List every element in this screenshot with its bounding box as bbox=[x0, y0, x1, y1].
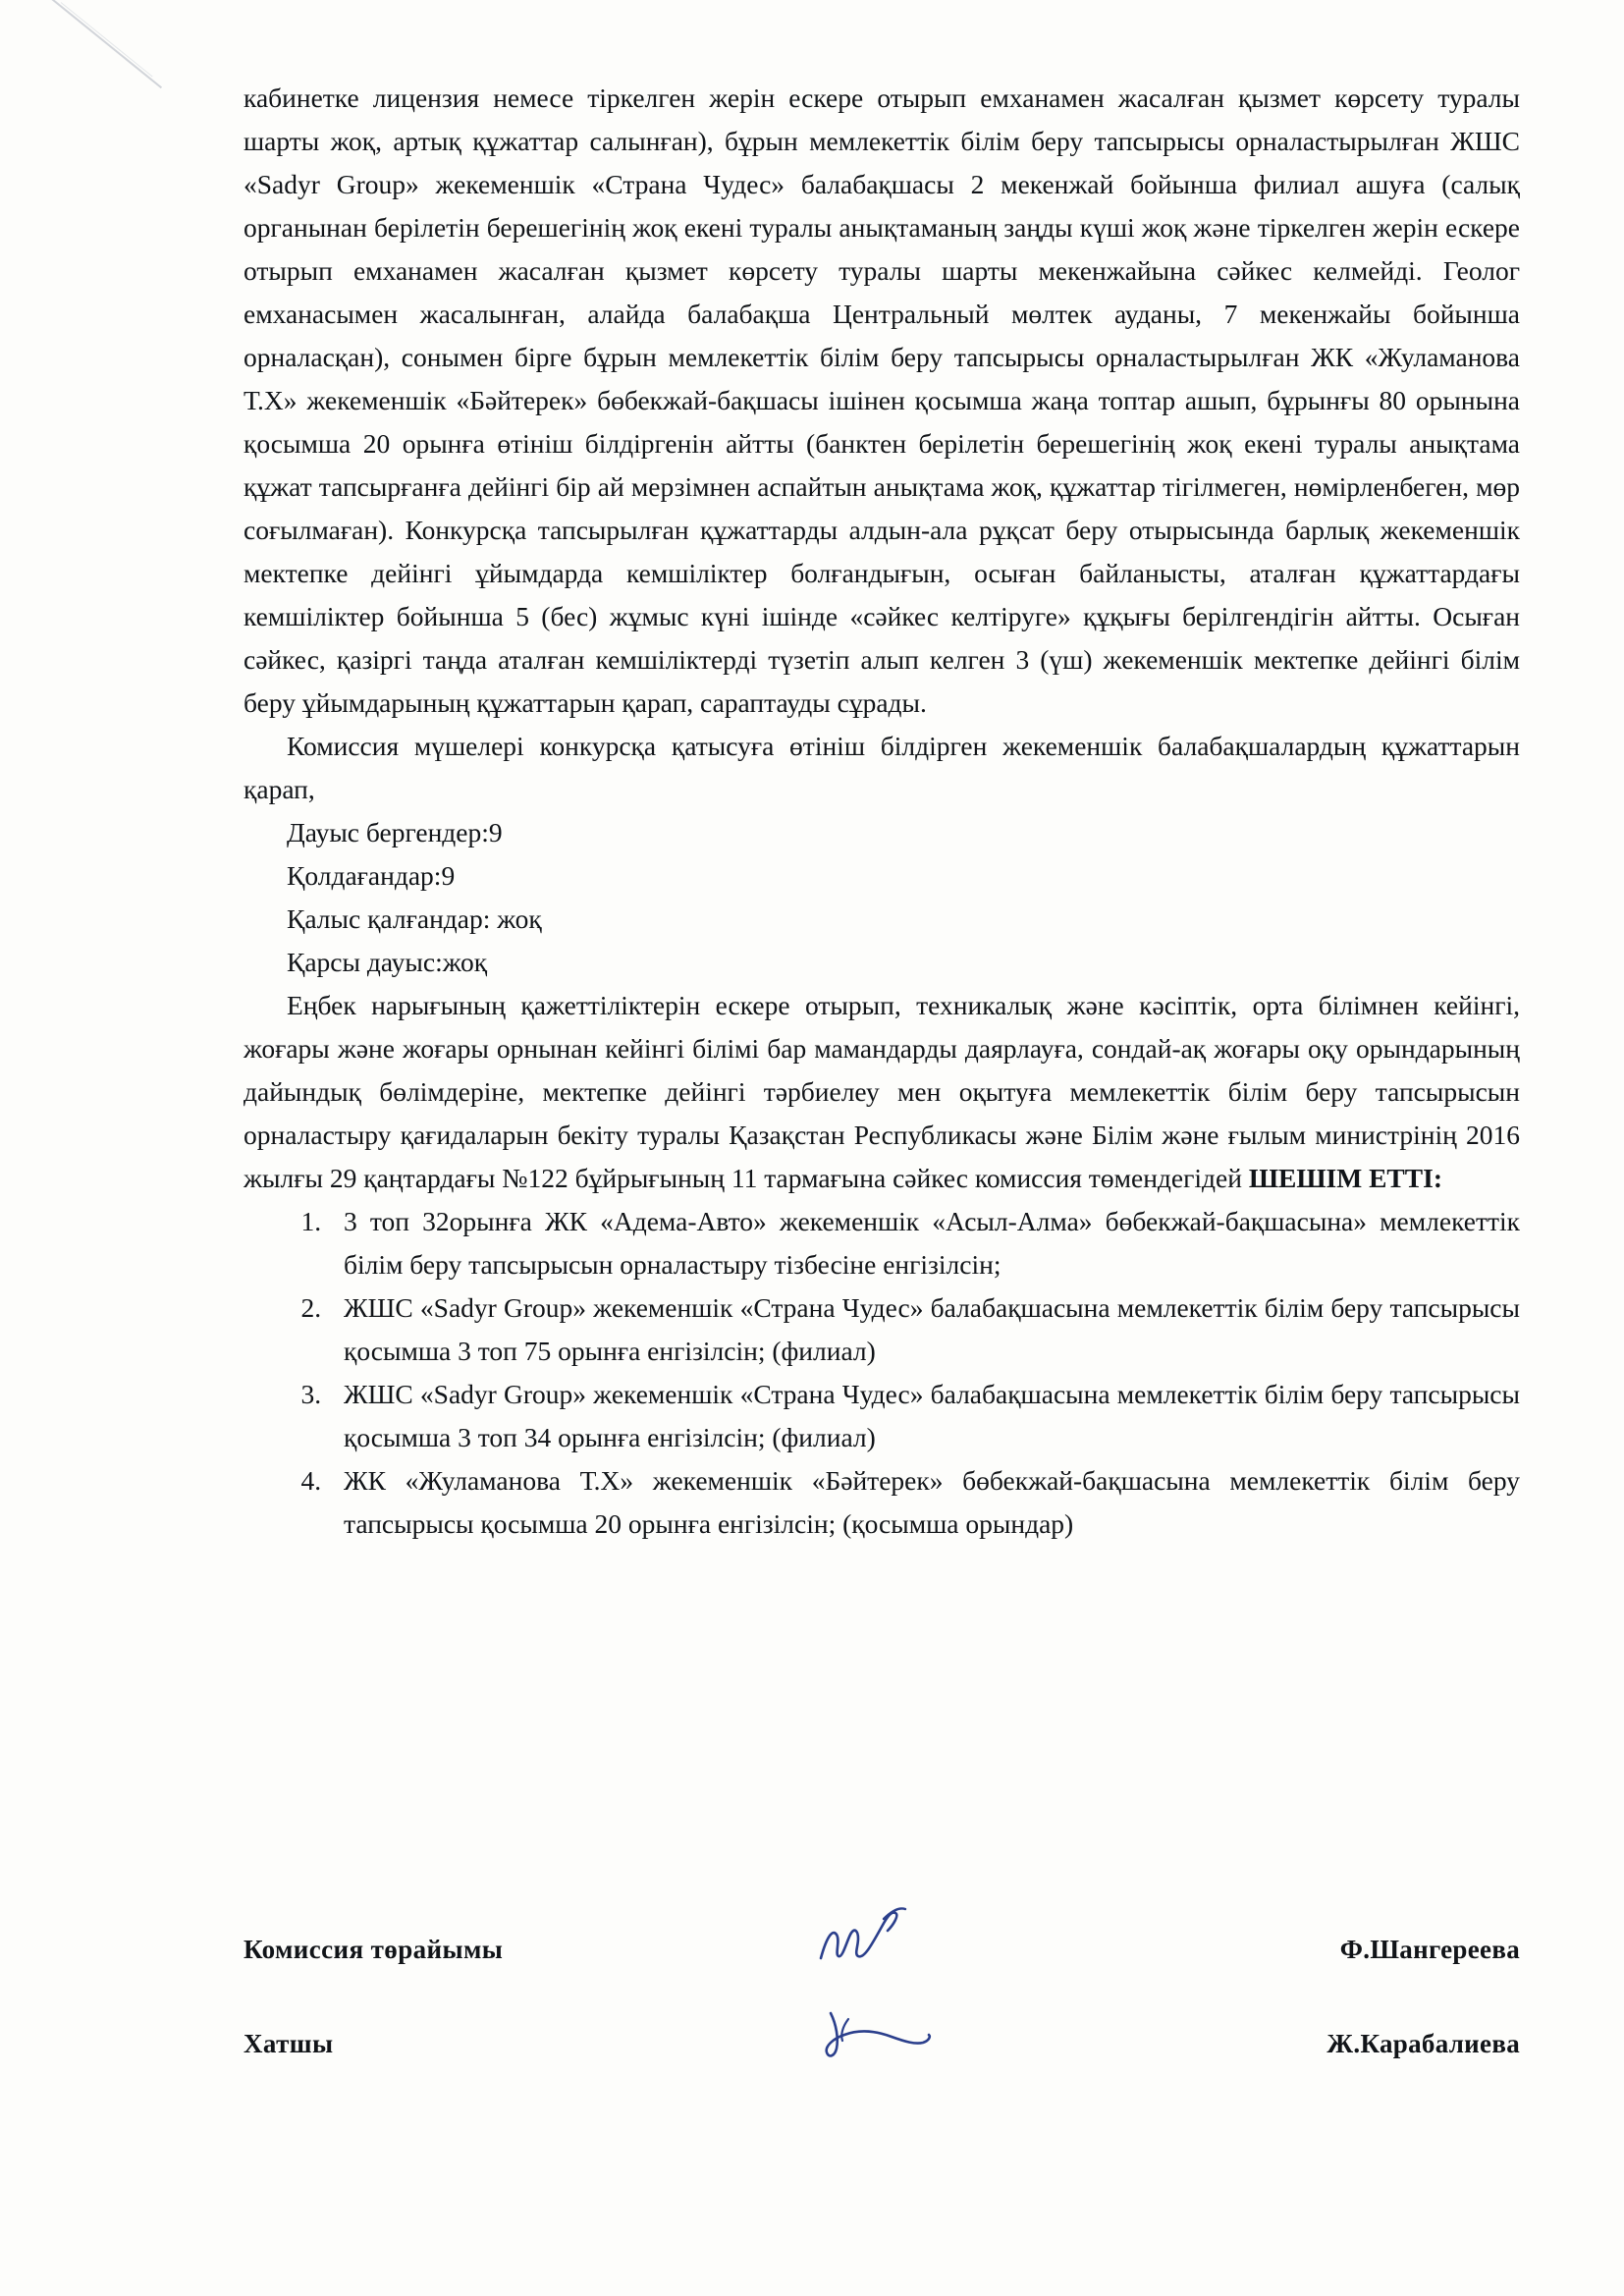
decision-item: 3. ЖШС «Sadyr Group» жекеменшік «Страна Чудес» балабақшасына мемлекеттік білім беру тапсырысы қосымша 3 топ 34 орынға енгізілсін; (филиал) bbox=[328, 1373, 1520, 1459]
signature-row-secretary bbox=[244, 2029, 1520, 2123]
resolution-intro-text: Еңбек нарығының қажеттіліктерін ескере отырып, техникалық және кәсіптік, орта білімнен кейінгі, жоғары және жоғары орнынан кейінгі білімі бар мамандарды даярлауға, сондай-ақ жоғары оқу орындарының дайындық бөлімдеріне, мектепке дейінгі тәрбиелеу мен оқытуға мемлекеттік білім беру тапсырысын орналастыру қағидаларын бекіту туралы Қазақстан Республикасы және Білім және ғылым министрінің 2016 жылғы 29 қаңтардағы №122 бұйрығының 11 тармағына сәйкес комиссия төмендегідей bbox=[244, 990, 1520, 1193]
signature-role: Комиссия төрайымы bbox=[244, 1935, 504, 1964]
paragraph-resolution-intro bbox=[244, 984, 1520, 1200]
vote-line-supported: Қолдағандар:9 bbox=[287, 860, 456, 891]
decision-item: 1. 3 топ 32орынға ЖК «Адема-Авто» жекеменшік «Асыл-Алма» бөбекжай-бақшасына» мемлекеттік білім беру тапсырысын орналастыру тізбесіне енгізілсін; bbox=[328, 1200, 1520, 1286]
resolution-keyword: ШЕШІМ ЕТТІ: bbox=[1248, 1163, 1442, 1193]
handwritten-signature-icon bbox=[813, 1995, 1009, 2074]
vote-line-abstained: Қалыс қалғандар: жоқ bbox=[287, 903, 542, 934]
signature-name: Ж.Карабалиева bbox=[1326, 2029, 1520, 2058]
decision-item: 4. ЖК «Жуламанова Т.Х» жекеменшік «Бәйтерек» бөбекжай-бақшасына мемлекеттік білім беру тапсырысы қосымша 20 орынға енгізілсін; (қосымша орындар) bbox=[328, 1459, 1520, 1546]
signature-role: Хатшы bbox=[244, 2029, 334, 2058]
scan-artifact bbox=[0, 0, 187, 147]
signature-block bbox=[244, 1935, 1520, 2123]
document-body bbox=[244, 77, 1520, 1546]
handwritten-signature-icon bbox=[813, 1901, 1009, 1980]
paragraph-commission-review: Комиссия мүшелері конкурсқа қатысуға өтініш білдірген жекеменшік балабақшалардың құжаттарын қарап, bbox=[244, 731, 1520, 804]
decision-list bbox=[244, 1200, 1520, 1546]
vote-line-against: Қарсы дауыс:жоқ bbox=[287, 947, 488, 977]
signature-name: Ф.Шангереева bbox=[1339, 1935, 1520, 1964]
vote-line-voted: Дауыс бергендер:9 bbox=[287, 817, 503, 847]
decision-item: 2. ЖШС «Sadyr Group» жекеменшік «Страна Чудес» балабақшасына мемлекеттік білім беру тапсырысы қосымша 3 топ 75 орынға енгізілсін; (филиал) bbox=[328, 1286, 1520, 1373]
vote-results bbox=[244, 811, 1520, 984]
paragraph-continuation: кабинетке лицензия немесе тіркелген жерін ескере отырып емханамен жасалған қызмет көрсету туралы шарты жоқ, артық құжаттар салынған), бұрын мемлекеттік білім беру тапсырысы орналастырылған ЖШС «Sadyr Group» жекеменшік «Страна Чудес» балабақшасы 2 мекенжай бойынша филиал ашуға (салық органынан берілетін берешегінің жоқ екені туралы анықтаманың заңды күші жоқ және тіркелген жерін ескере отырып емханамен жасалған қызмет көрсету туралы шарты мекенжайына сәйкес келмейді. Геолог емханасымен жасалынған, алайда балабақша Центральный мөлтек ауданы, 7 мекенжайы бойынша орналасқан), сонымен бірге бұрын мемлекеттік білім беру тапсырысы орналастырылған ЖК «Жуламанова Т.Х» жекеменшік «Бәйтерек» бөбекжай-бақшасы ішінен қосымша жаңа топтар ашып, бұрынғы 80 орынына қосымша 20 орынға өтініш білдіргенін айтты (банктен берілетін берешегінің жоқ екені туралы анықтама құжат тапсырғанға дейінгі бір ай мерзімнен аспайтын анықтама жоқ, құжаттар тігілмеген, нөмірленбеген, мөр соғылмаған). Конкурсқа тапсырылған құжаттарды алдын-ала рұқсат беру отырысында барлық жекеменшік мектепке дейінгі ұйымдарда кемшіліктер болғандығын, осыған байланысты, аталған құжаттардағы кемшіліктер бойынша 5 (бес) жұмыс күні ішінде «сәйкес келтіруге» құқығы берілгендігін айтты. Осыған сәйкес, қазіргі таңда аталған кемшіліктерді түзетіп алып келген 3 (үш) жекеменшік мектепке дейінгі білім беру ұйымдарының құжаттарын қарап, сараптауды сұрады. bbox=[244, 82, 1520, 718]
